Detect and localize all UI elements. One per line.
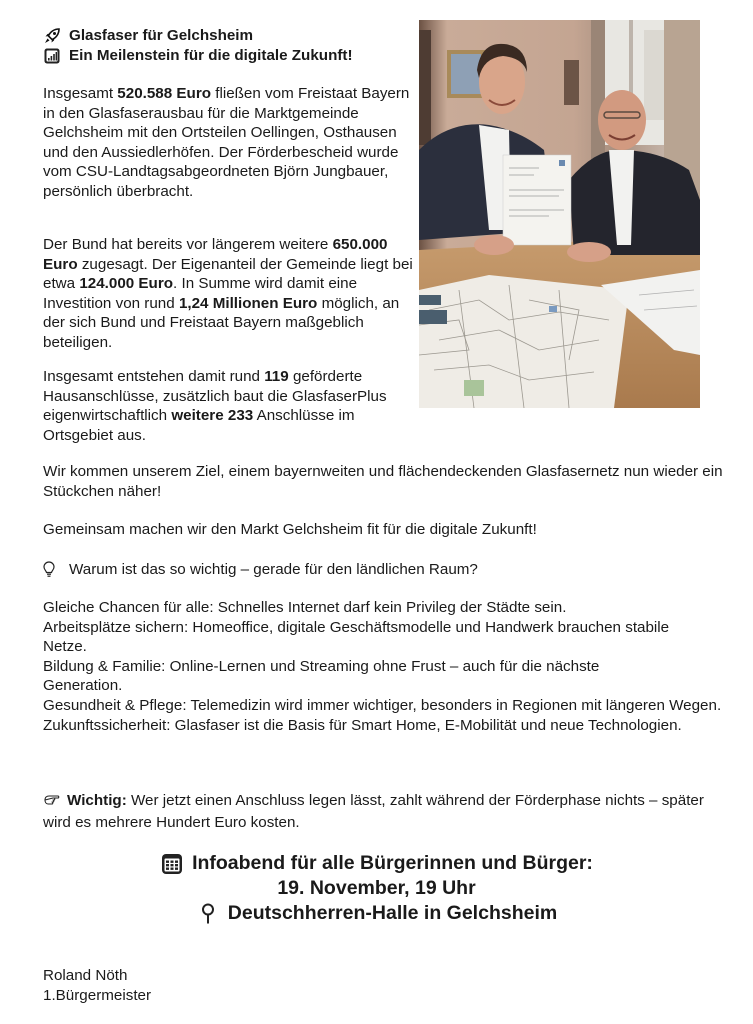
- signature-role: 1.Bürgermeister: [43, 986, 152, 1004]
- event-location: Deutschherren-Halle in Gelchsheim: [227, 902, 558, 924]
- important-label: Wichtig:: [67, 792, 127, 809]
- why-heading: [43, 560, 733, 580]
- why-question: Warum ist das so wichtig – gerade für den ländlichen Raum?: [69, 561, 478, 578]
- header: [43, 26, 353, 66]
- signature: [43, 966, 151, 1005]
- amount-municipal: 124.000 Euro: [79, 275, 174, 293]
- lightbulb-icon: [43, 561, 57, 579]
- handover-photo: [419, 20, 700, 408]
- amount-total: 1,24 Millionen Euro: [178, 294, 318, 312]
- count-subsidized: 119: [264, 368, 289, 385]
- page-title: Glasfaser für Gelchsheim: [69, 27, 254, 44]
- paragraph-investment: Der Bund hat bereits vor längerem weitere 650.000 Euro zugesagt. Der Eigenanteil der Gemeinde liegt bei etwa 124.000 Euro. In Summe wird damit eine Investition von rund 1,24 Millionen Euro möglich, an der sich Bund und Freistaat Bayern maßgeblich beteiligen.: [43, 236, 413, 351]
- reason-item: Bildung & Familie: Online-Lernen und Streaming ohne Frust – auch für die nächste Generation.: [43, 657, 600, 695]
- event-block: [0, 851, 753, 926]
- signature-name: Roland Nöth: [43, 967, 128, 984]
- important-note: Wichtig: Wer jetzt einen Anschluss legen lässt, zahlt während der Förderphase nichts – später wird es mehrere Hundert Euro kosten.: [43, 792, 704, 831]
- bar-chart-icon: [43, 48, 61, 64]
- event-title: Infoabend für alle Bürgerinnen und Bürger:: [192, 852, 593, 874]
- paragraph-funding: Insgesamt 520.588 Euro fließen vom Freistaat Bayern in den Glasfaserausbau für die Marktgemeinde Gelchsheim mit den Ortsteilen Oellingen, Osthausen und den Aussiedlerhöfen. Der Förderbescheid wurde vom CSU-Landtagsabgeordneten Björn Jungbauer, persönlich überbracht.: [43, 85, 410, 200]
- title-row: [43, 26, 353, 46]
- reason-item: Arbeitsplätze sichern: Homeoffice, digitale Geschäftsmodelle und Handwerk brauchen stabile Netze.: [43, 618, 670, 656]
- reason-item: Gesundheit & Pflege: Telemedizin wird immer wichtiger, besonders in Regionen mit längeren Wegen.: [43, 696, 722, 714]
- amount-bavaria: 520.588 Euro: [117, 85, 212, 102]
- subtitle-row: [43, 46, 353, 66]
- map-sheet: [419, 275, 629, 408]
- event-date-row: [0, 876, 753, 901]
- calendar-icon: [160, 852, 184, 876]
- page-subtitle: Ein Meilenstein für die digitale Zukunft!: [69, 47, 353, 64]
- reason-item: Gleiche Chancen für alle: Schnelles Internet darf kein Privileg der Städte sein.: [43, 599, 567, 616]
- paragraph-future: Gemeinsam machen wir den Markt Gelchsheim fit für die digitale Zukunft!: [43, 521, 537, 538]
- event-location-row: [0, 901, 753, 926]
- photo-illustration: [419, 20, 700, 408]
- amount-federal: 650.000 Euro: [43, 236, 388, 273]
- paragraph-connections: Insgesamt entstehen damit rund 119 geförderte Hausanschlüsse, zusätzlich baut die GlasfaserPlus eigenwirtschaftlich weitere 233 Anschlüsse im Ortsgebiet aus.: [43, 368, 387, 444]
- pointing-hand-icon: [43, 792, 61, 813]
- rocket-icon: [43, 28, 61, 44]
- reason-item: Zukunftssicherheit: Glasfaser ist die Basis für Smart Home, E-Mobilität und neue Technologien.: [43, 716, 682, 734]
- person-right-suit: [569, 150, 700, 255]
- funding-document: [503, 155, 571, 245]
- paragraph-goal: Wir kommen unserem Ziel, einem bayernweiten und flächendeckenden Glasfasernetz nun wieder ein Stückchen näher!: [43, 463, 723, 500]
- event-date: 19. November, 19 Uhr: [277, 877, 476, 899]
- reasons-list: [43, 598, 733, 735]
- count-additional: weitere 233: [171, 407, 254, 425]
- location-pin-icon: [196, 902, 220, 926]
- event-title-row: [0, 851, 753, 876]
- person-right-face: [598, 90, 646, 150]
